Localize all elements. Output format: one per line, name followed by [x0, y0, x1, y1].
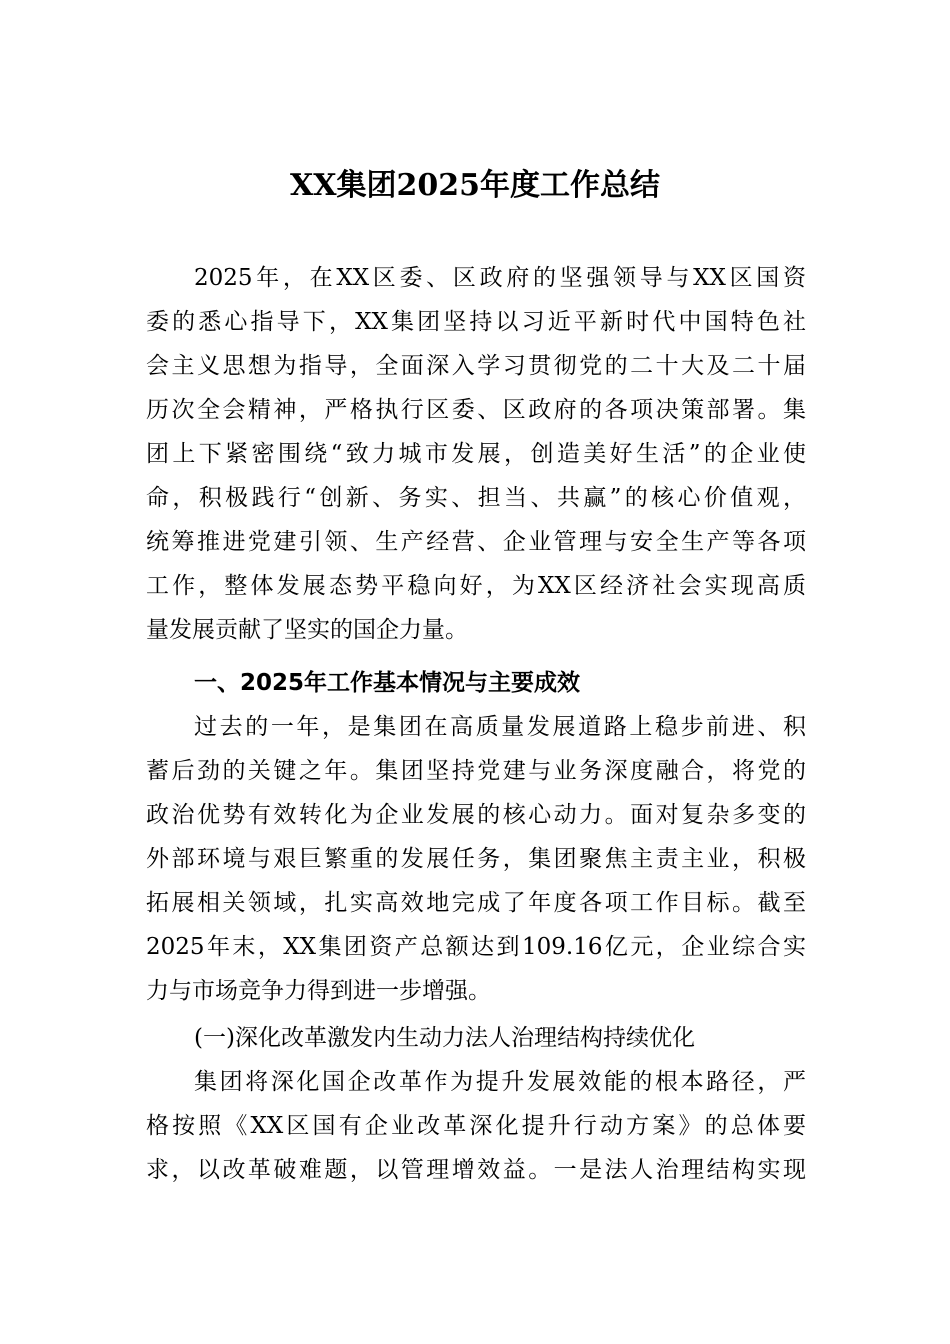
paragraph-line: 格按照《XX区国有企业改革深化提升行动方案》的总体要	[146, 1113, 806, 1139]
paragraph-line: 团上下紧密围绕“致力城市发展，创造美好生活”的企业使	[146, 441, 806, 467]
subsection-heading: (一)深化改革激发内生动力法人治理结构持续优化	[194, 1025, 695, 1051]
paragraph-line: 力与市场竞争力得到进一步增强。	[146, 978, 491, 1004]
paragraph-line: 工作，整体发展态势平稳向好，为XX区经济社会实现高质	[146, 573, 806, 599]
paragraph-line: 求，以改革破难题，以管理增效益。一是法人治理结构实现	[146, 1157, 806, 1183]
paragraph-line: 统筹推进党建引领、生产经营、企业管理与安全生产等各项	[146, 529, 806, 555]
paragraph-line: 蓄后劲的关键之年。集团坚持党建与业务深度融合，将党的	[146, 758, 806, 784]
document-title: XX集团2025年度工作总结	[289, 168, 661, 203]
paragraph-line: 过去的一年，是集团在高质量发展道路上稳步前进、积	[194, 714, 806, 740]
paragraph-line: 2025年，在XX区委、区政府的坚强领导与XX区国资	[194, 265, 806, 291]
paragraph-line: 命，积极践行“创新、务实、担当、共赢”的核心价值观，	[146, 485, 806, 511]
paragraph-line: 委的悉心指导下，XX集团坚持以习近平新时代中国特色社	[146, 309, 806, 335]
paragraph-line: 政治优势有效转化为企业发展的核心动力。面对复杂多变的	[146, 802, 806, 828]
paragraph-line: 2025年末，XX集团资产总额达到109.16亿元，企业综合实	[146, 934, 806, 960]
paragraph-line: 拓展相关领域，扎实高效地完成了年度各项工作目标。截至	[146, 890, 806, 916]
paragraph-line: 历次全会精神，严格执行区委、区政府的各项决策部署。集	[146, 397, 806, 423]
section-heading: 一、2025年工作基本情况与主要成效	[194, 670, 581, 696]
paragraph-line: 集团将深化国企改革作为提升发展效能的根本路径，严	[194, 1069, 806, 1095]
paragraph-line: 量发展贡献了坚实的国企力量。	[146, 617, 468, 643]
paragraph-line: 会主义思想为指导，全面深入学习贯彻党的二十大及二十届	[146, 353, 806, 379]
paragraph-line: 外部环境与艰巨繁重的发展任务，集团聚焦主责主业，积极	[146, 846, 806, 872]
